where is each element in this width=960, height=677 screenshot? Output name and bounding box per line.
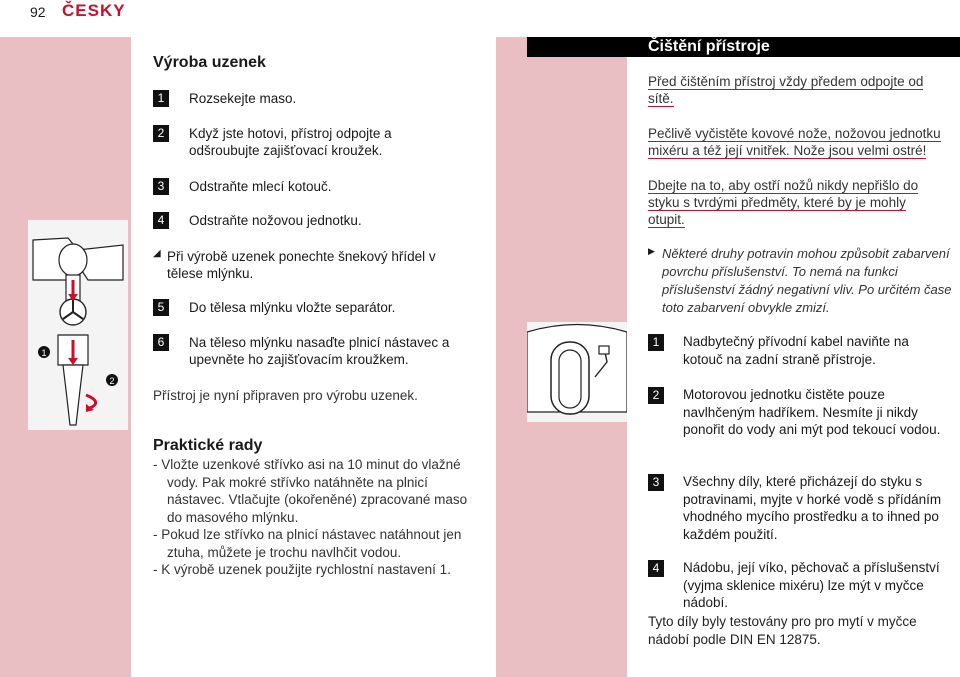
step-text: Na těleso mlýnku nasaďte plnicí nástavec a upevněte ho zajišťovacím kroužkem. [189,335,450,367]
section-title-cleaning: Čištění přístroje [527,37,960,57]
warning-text: Pečlivě vyčistěte kovové nože, nožovou jednotku mixéru a též její vnitřek. Nože jsou velmi ostré! [648,126,941,158]
section-title-sausage: Výroba uzenek [153,54,266,71]
warning-text: Před čištěním přístroj vždy předem odpojte od sítě. [648,74,924,106]
step-text: Když jste hotovi, přístroj odpojte a odšroubujte zajišťovací kroužek. [189,126,392,158]
warning-list [648,73,943,228]
mincer-illustration-top [28,220,128,330]
step-text: Motorovou jednotku čistěte pouze navlhčeným hadříkem. Nesmíte ji nikdy ponořit do vody ani mýt pod tekoucí vodou. [683,387,941,437]
step-number: 6 [153,334,169,351]
tip-item: - Vložte uzenkové střívko asi na 10 minut do vlažné vody. Pak mokré střívko natáhněte na plnicí nástavec. Vtlačujte (okořeněné) zpracované maso do masového mlýnku. [153,457,468,525]
step-number: 2 [648,387,664,404]
step-text: Všechny díly, které přicházejí do styku s potravinami, myjte v horké vodě s přídáním vhodného mycího prostředku a to ihned po každém použití. [683,474,942,542]
warning-text: Dbejte na to, aby ostří nožů nikdy nepřišlo do styku s tvrdými předměty, které by je mohly otupit. [648,178,919,227]
page-number: 92 [30,4,46,20]
language-heading: ČESKY [62,1,126,20]
step-text: Nadbytečný přívodní kabel naviňte na kotouč na zadní straně přístroje. [683,334,909,367]
footer-text: Tyto díly byly testovány pro pro mytí v myčce nádobí podle DIN EN 12875. [648,614,917,647]
step-number: 3 [153,178,169,195]
bullet-icon: ◢ [153,248,161,259]
tip-item: - K výrobě uzenek použijte rychlostní nastavení 1. [153,562,451,577]
note-text: Některé druhy potravin mohou způsobit zabarvení povrchu příslušenství. To nemá na funkci příslušenství žádný negativní vliv. Po určitém čase toto zabarvení obvykle zmizí. [662,246,952,315]
step-number: 4 [153,212,169,229]
step-number: 1 [648,334,664,351]
step-number: 4 [648,560,664,577]
step-text: Nádobu, její víko, pěchovač a příslušenství (vyjma sklenice mixéru) lze mýt v myčce nádobí. [683,560,940,610]
step-number: 5 [153,299,169,316]
step-text: Odstraňte mlecí kotouč. [189,179,332,194]
ready-text: Přístroj je nyní připraven pro výrobu uzenek. [153,388,418,403]
mincer-illustration-bottom [28,330,128,430]
tips-list [153,456,473,579]
figure-label-1: 1 [41,348,47,358]
tip-item: - Pokud lze střívko na plnicí nástavec natáhnout jen ztuha, můžete je trochu navlhčit vodou. [153,527,462,560]
step-number: 2 [153,125,169,142]
section-title-tips: Praktické rady [153,437,263,454]
step-text: Při výrobě uzenek ponechte šnekový hřídel v tělese mlýnku. [167,249,436,281]
step-text: Rozsekejte maso. [189,91,297,106]
step-number: 1 [153,90,169,107]
figure-label-2: 2 [109,376,115,386]
note-arrow-icon: ▶ [648,246,655,256]
appliance-cord-illustration [527,322,627,422]
step-number: 3 [648,474,664,491]
step-text: Odstraňte nožovou jednotku. [189,213,362,228]
step-text: Do tělesa mlýnku vložte separátor. [189,300,396,315]
